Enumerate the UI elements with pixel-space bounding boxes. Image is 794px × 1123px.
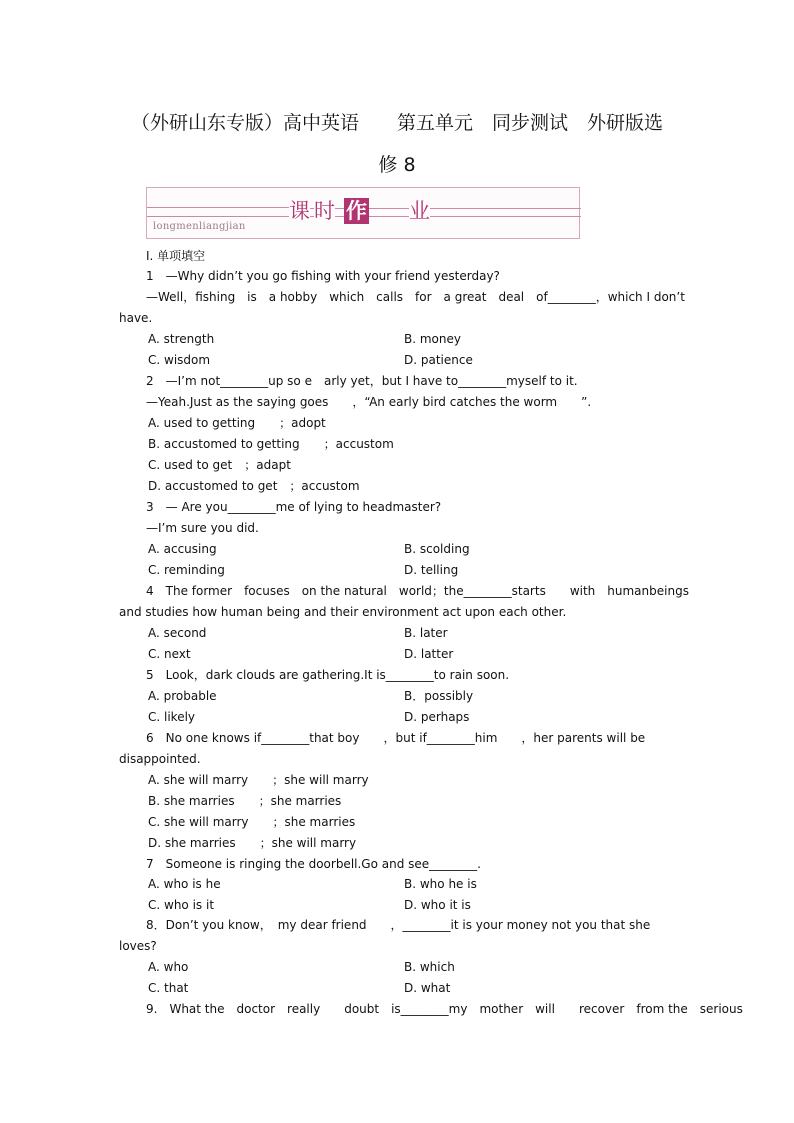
q3-option-c: C. reminding — [148, 563, 225, 577]
question-3-reply: —I’m sure you did. — [146, 521, 259, 535]
q4-option-a: A. second — [148, 626, 207, 640]
q8-option-c: C. that — [148, 981, 189, 995]
q7-option-c: C. who is it — [148, 898, 215, 912]
document-title-line-1: （外研山东专版）高中英语 第五单元 同步测试 外研版选 — [130, 112, 663, 134]
banner-rule-top — [293, 208, 581, 209]
q2-option-d: D. accustomed to get ；accustom — [148, 479, 360, 493]
lesson-banner — [146, 187, 580, 239]
q4-option-b: B. later — [404, 626, 448, 640]
q6-option-c: C. she will marry ；she marries — [148, 815, 356, 829]
q1-option-b: B. money — [404, 332, 461, 346]
q7-option-b: B. who he is — [404, 877, 477, 891]
banner-pinyin: longmenliangjian — [153, 221, 246, 232]
question-3: 3 — Are you________me of lying to headmaster? — [146, 500, 442, 514]
question-8-cont: loves? — [119, 939, 157, 953]
question-2-reply: —Yeah.Just as the saying goes ，“An early bird catches the worm ”. — [146, 395, 592, 409]
question-4: 4 The former focuses on the natural world；the________starts with humanbeings — [146, 584, 689, 598]
q4-option-d: D. latter — [404, 647, 454, 661]
q3-option-d: D. telling — [404, 563, 459, 577]
q5-option-c: C. likely — [148, 710, 196, 724]
question-1-reply: —Well，fishing is a hobby which calls for a great deal of________，which I don’t — [146, 290, 685, 304]
question-6: 6 No one knows if________that boy ，but if________him ，her parents will be — [146, 731, 646, 745]
q3-option-a: A. accusing — [148, 542, 217, 556]
banner-char-1: 课 — [289, 199, 310, 223]
document-title-line-2: 修 8 — [378, 154, 416, 176]
banner-char-4: 业 — [409, 199, 430, 223]
q6-option-a: A. she will marry ；she will marry — [148, 773, 369, 787]
q3-option-b: B. scolding — [404, 542, 470, 556]
q8-option-b: B. which — [404, 960, 455, 974]
q5-option-d: D. perhaps — [404, 710, 470, 724]
q4-option-c: C. next — [148, 647, 191, 661]
q1-option-d: D. patience — [404, 353, 473, 367]
question-2: 2 —I’m not________up so e arly yet，but I have to________myself to it. — [146, 374, 578, 388]
q6-option-d: D. she marries ；she will marry — [148, 836, 357, 850]
question-1: 1 —Why didn’t you go fishing with your friend yesterday? — [146, 269, 500, 283]
question-5: 5 Look，dark clouds are gathering.It is________to rain soon. — [146, 668, 510, 682]
q5-option-b: B．possibly — [404, 689, 474, 703]
q8-option-a: A. who — [148, 960, 189, 974]
banner-char-3: 作 — [346, 199, 367, 223]
banner-rule-left — [147, 207, 293, 217]
q1-option-c: C. wisdom — [148, 353, 211, 367]
q7-option-a: A. who is he — [148, 877, 221, 891]
q5-option-a: A. probable — [148, 689, 217, 703]
q2-option-b: B. accustomed to getting ；accustom — [148, 437, 394, 451]
question-6-cont: disappointed. — [119, 752, 201, 766]
q7-option-d: D. who it is — [404, 898, 471, 912]
section-heading: Ⅰ. 单项填空 — [146, 249, 206, 263]
question-7: 7 Someone is ringing the doorbell.Go and see________. — [146, 857, 481, 871]
q2-option-c: C. used to get ；adapt — [148, 458, 291, 472]
q2-option-a: A. used to getting ；adopt — [148, 416, 326, 430]
question-4-cont: and studies how human being and their environment act upon each other. — [119, 605, 567, 619]
q8-option-d: D. what — [404, 981, 451, 995]
question-9: 9. What the doctor really doubt is________my mother will recover from the serious — [146, 1002, 743, 1016]
question-1-reply-cont: have. — [119, 311, 153, 325]
question-8: 8．Don’t you know， my dear friend ，________it is your money not you that she — [146, 918, 651, 932]
q1-option-a: A. strength — [148, 332, 215, 346]
q6-option-b: B. she marries ；she marries — [148, 794, 342, 808]
banner-char-2: 时 — [314, 199, 335, 223]
banner-rule-bottom — [293, 216, 581, 217]
